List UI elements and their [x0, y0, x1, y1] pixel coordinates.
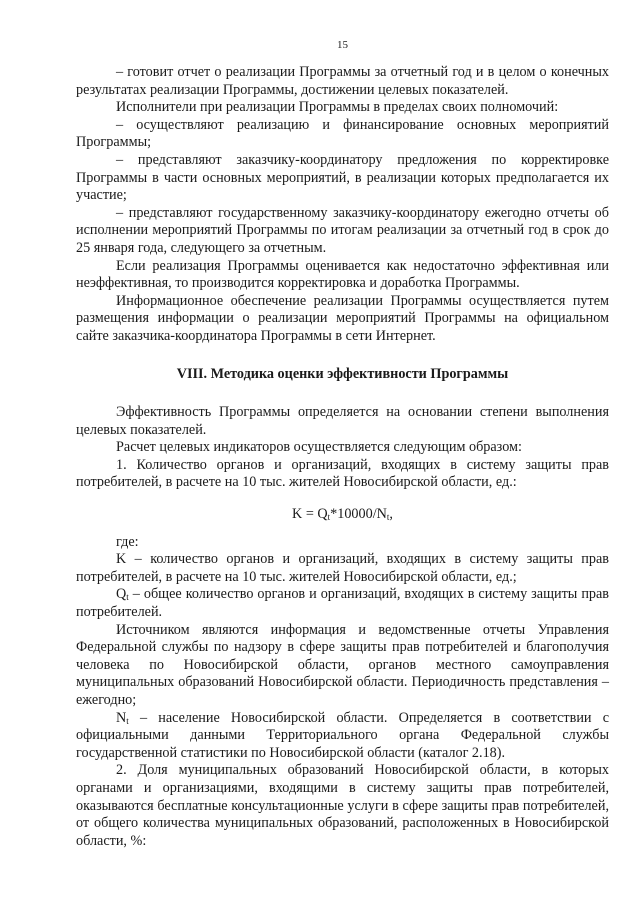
definition-n: $N_t$ – население Новосибирской области. Определяется в соответствии с официальными данными Территориального органа Федеральной службы государственной статистики по Новосибирской области (каталог 2.18).: [76, 709, 609, 761]
paragraph-executors-intro: Исполнители при реализации Программы в пределах своих полномочий:: [116, 99, 559, 116]
paragraph-executors-proposals: – представляют заказчику-координатору предложения по корректировке Программы в части основных мероприятий, в реализации которых предполагается их участие;: [76, 151, 609, 204]
paragraph-executors-implement: – осуществляют реализацию и финансирование основных мероприятий Программы;: [76, 116, 609, 151]
formula-k: $K = Q_t*10000/N_t$,: [292, 506, 393, 523]
paragraph-report-duty: – готовит отчет о реализации Программы за отчетный год и в целом о конечных результатах реализации Программы, достижении целевых показателей.: [76, 64, 609, 98]
paragraph-sources: Источником являются информация и ведомственные отчеты Управления Федеральной службы по надзору в сфере защиты прав потребителей и благополучия человека по Новосибирской области, органов местного самоуправления муниципальных образований Новосибирской области. Периодичность представления – ежегодно;: [76, 621, 609, 708]
paragraph-information-support: Информационное обеспечение реализации Программы осуществляется путем размещения информации о реализации мероприятий Программы на официальном сайте заказчика-координатора Программы в сети Интернет.: [76, 292, 609, 344]
paragraph-indicators-calc: Расчет целевых индикаторов осуществляется следующим образом:: [116, 439, 522, 456]
page-number: 15: [337, 39, 348, 51]
definition-k: K – количество органов и организаций, входящих в систему защиты прав потребителей, в расчете на 10 тыс. жителей Новосибирской области, ед.;: [76, 551, 609, 585]
section-heading: VIII. Методика оценки эффективности Программы: [176, 365, 509, 382]
paragraph-ineffective-correction: Если реализация Программы оценивается как недостаточно эффективная или неэффективная, то производится корректировка и доработка Программы.: [76, 257, 609, 292]
paragraph-executors-reports: – представляют государственному заказчику-координатору ежегодно отчеты об исполнении мероприятий Программы по итогам реализации за отчетный год в срок до 25 января года, следующего за отчетным.: [76, 204, 609, 256]
document-page: [76, 38, 609, 850]
definition-q: $Q_t$ – общее количество органов и организаций, входящих в систему защиты прав потребителей.: [76, 586, 609, 621]
paragraph-item-1: 1. Количество органов и организаций, входящих в систему защиты прав потребителей, в расчете на 10 тыс. жителей Новосибирской области, ед.:: [76, 456, 609, 491]
where-label: где:: [116, 533, 139, 550]
paragraph-effectiveness: Эффективность Программы определяется на основании степени выполнения целевых показателей.: [76, 404, 609, 438]
paragraph-item-2: 2. Доля муниципальных образований Новосибирской области, в которых органами и организациями, входящими в систему защиты прав потребителей, оказываются бесплатные консультационные услуги в сфере защиты прав потребителей, от общего количества муниципальных образований, расположенных в Новосибирской области, %:: [76, 762, 609, 849]
